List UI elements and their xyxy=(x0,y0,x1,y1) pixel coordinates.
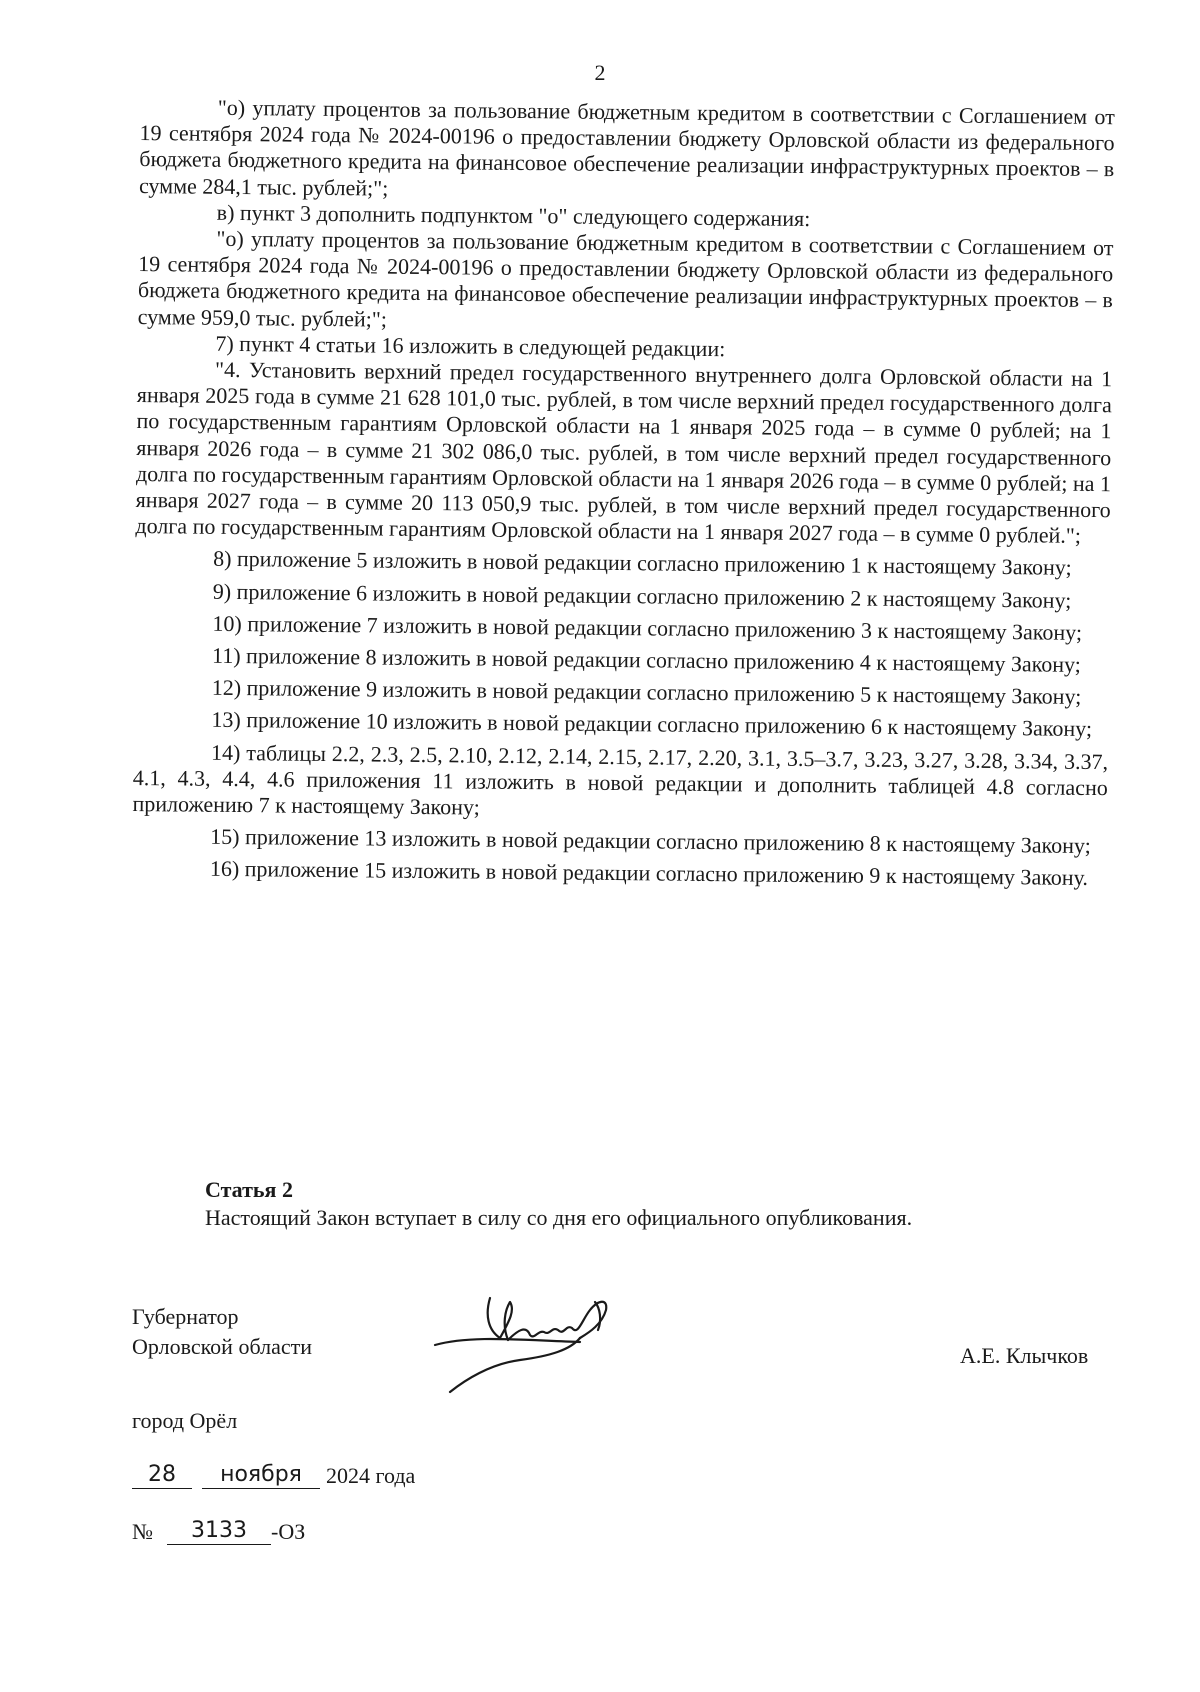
paragraph: 16) приложение 15 изложить в новой редакции согласно приложению 9 к настоящему Закону. xyxy=(209,856,1089,891)
signatory-title xyxy=(132,1302,312,1362)
paragraph: 14) таблицы 2.2, 2.3, 2.5, 2.10, 2.12, 2.14, 2.15, 2.17, 2.20, 3.1, 3.5–3.7, 3.23, 3.27, 3.28, 3.34, 3.37, 4.1, 4.3, 4.4, 4.6 приложения 11 изложить в новой редакции и дополнить таблицей 4.8 согласно приложению 7 к настоящему Закону; xyxy=(132,739,1109,820)
page-number: 2 xyxy=(594,60,606,85)
date-year: 2024 года xyxy=(326,1463,416,1488)
paragraph: "о) уплату процентов за пользование бюджетным кредитом в соответствии с Соглашением от 19 сентября 2024 года № 2024-00196 о предоставлении бюджету Орловской области из федерального бюджета бюджетного кредита на финансовое обеспечение реализации инфраструктурных проектов – в сумме 284,1 тыс. рублей;"; xyxy=(138,94,1115,201)
paragraph: 13) приложение 10 изложить в новой редакции согласно приложению 6 к настоящему Закону; xyxy=(211,707,1093,742)
signatory-name: А.Е. Клычков xyxy=(960,1343,1089,1368)
article-heading: Статья 2 xyxy=(205,1177,293,1202)
date-day: 28 xyxy=(132,1462,192,1489)
paragraph: 11) приложение 8 изложить в новой редакции согласно приложению 4 к настоящему Закону; xyxy=(211,642,1082,677)
article-2 xyxy=(205,1176,912,1232)
number-sign: № xyxy=(132,1519,153,1544)
paragraph: 12) приложение 9 изложить в новой редакции согласно приложению 5 к настоящему Закону; xyxy=(211,675,1082,710)
paragraph: 9) приложение 6 изложить в новой редакции согласно приложению 2 к настоящему Закону; xyxy=(212,578,1072,613)
paragraph: 10) приложение 7 изложить в новой редакции согласно приложению 3 к настоящему Закону; xyxy=(212,610,1083,645)
date-month: ноября xyxy=(202,1462,320,1489)
handwritten-signature xyxy=(430,1280,650,1400)
paragraph: 8) приложение 5 изложить в новой редакции согласно приложению 1 к настоящему Закону; xyxy=(213,546,1072,581)
paragraph: "о) уплату процентов за пользование бюджетным кредитом в соответствии с Соглашением от 19 сентября 2024 года № 2024-00196 о предоставлении бюджету Орловской области из федерального бюджета бюджетного кредита на финансовое обеспечение реализации инфраструктурных проектов – в сумме 959,0 тыс. рублей;"; xyxy=(137,225,1114,332)
law-number xyxy=(132,1518,305,1545)
number-value: 3133 xyxy=(167,1518,271,1545)
paragraph: 7) пункт 4 статьи 16 изложить в следующей редакции: xyxy=(215,330,726,361)
document-body xyxy=(132,94,1115,892)
paragraph: 15) приложение 13 изложить в новой редакции согласно приложению 8 к настоящему Закону; xyxy=(210,824,1091,859)
paragraph: в) пункт 3 дополнить подпунктом "о" следующего содержания: xyxy=(216,199,811,231)
signatory-title-line1: Губернатор xyxy=(132,1304,239,1329)
signatory-title-line2: Орловской области xyxy=(132,1334,312,1359)
signing-date xyxy=(132,1462,415,1489)
number-suffix: -ОЗ xyxy=(271,1519,306,1544)
city: город Орёл xyxy=(132,1408,238,1433)
article-text: Настоящий Закон вступает в силу со дня его официального опубликования. xyxy=(205,1205,913,1230)
paragraph: "4. Установить верхний предел государственного внутреннего долга Орловской области на 1 января 2025 года в сумме 21 628 101,0 тыс. рублей, в том числе верхний предел государственного долга по государственным гарантиям Орловской области на 1 января 2025 года – в сумме 0 рублей; на 1 января 2026 года – в сумме 21 302 086,0 тыс. рублей, в том числе верхний предел государственного долга по государственным гарантиям Орловской области на 1 января 2026 года – в сумме 0 рублей; на 1 января 2027 года – в сумме 20 113 050,9 тыс. рублей, в том числе верхний предел государственного долга по государственным гарантиям Орловской области на 1 января 2027 года – в сумме 0 рублей."; xyxy=(135,356,1113,549)
